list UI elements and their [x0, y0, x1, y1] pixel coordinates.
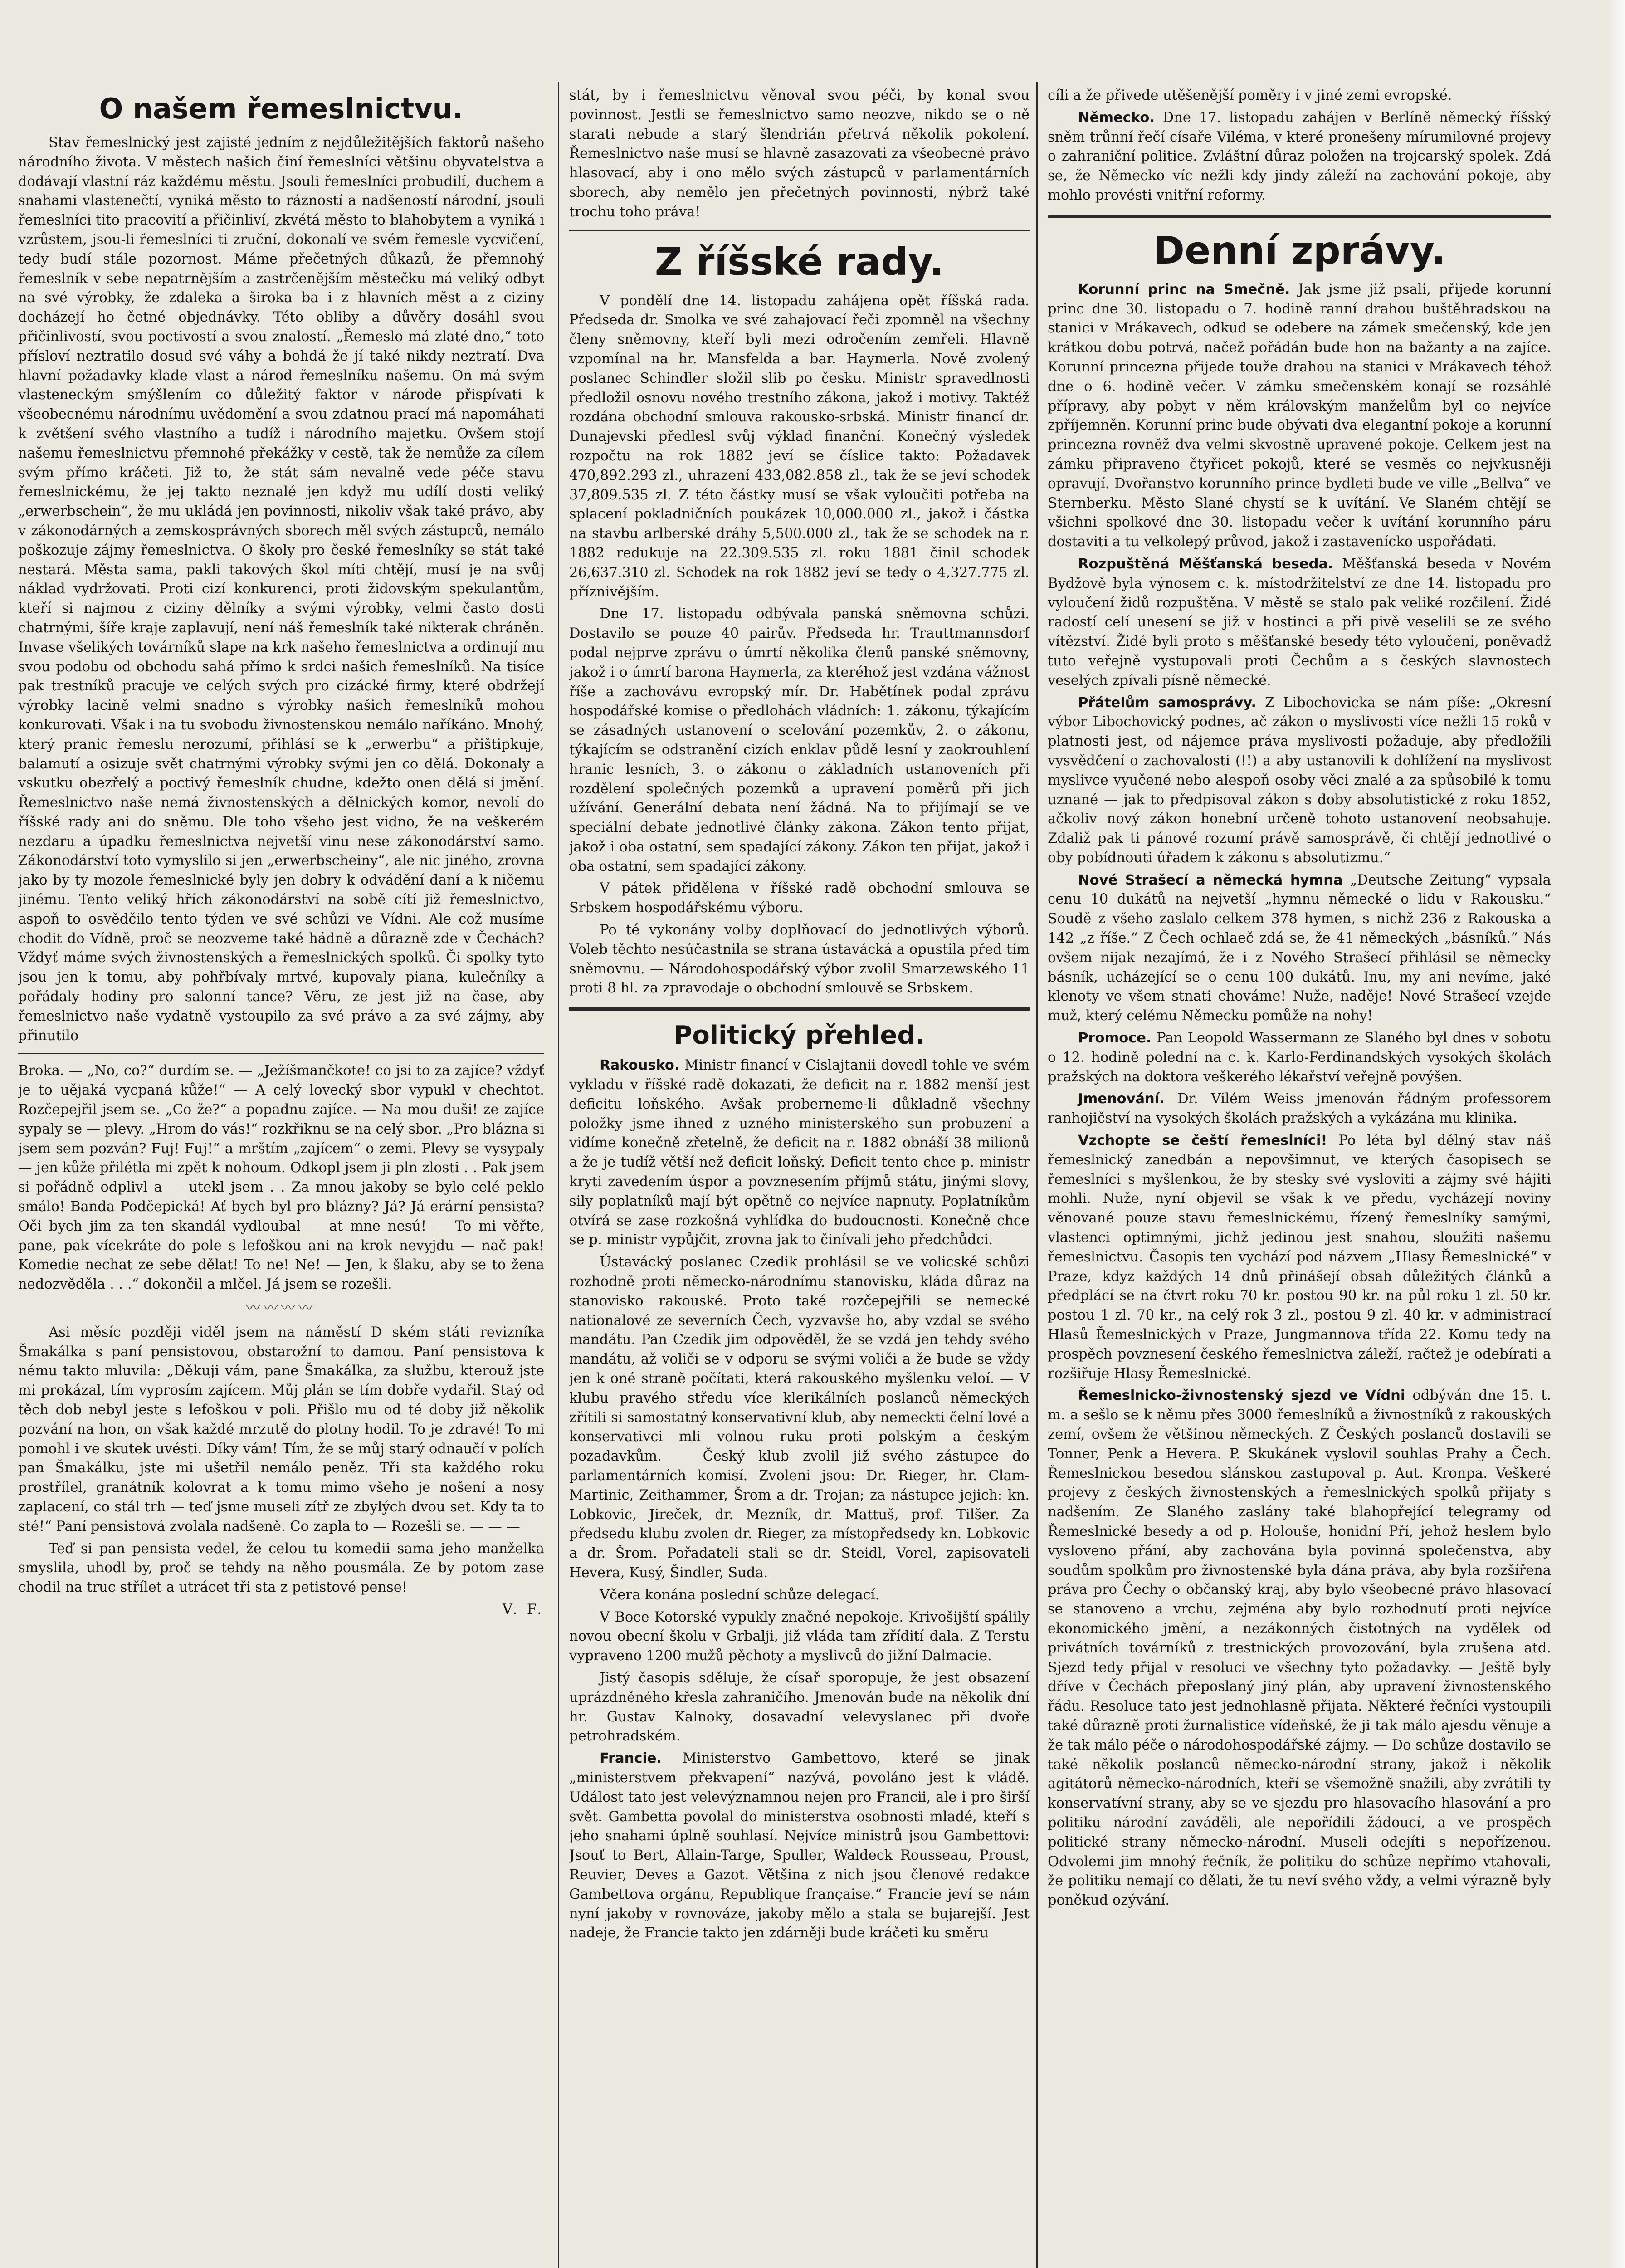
feuilleton-part-1: Broka. — „No, co?“ durdím se. — „Ježíšmančkote! co jsi to za zajíce? vždyť je to uějaká vycpaná kůže!“ — A celý lovecký sbor vypukl v chechtot. Rozčepejřil jsem se. „Co že?“ a popadnu zajíce. — Na mou duši! ze zajíce sypaly se — plevy. „Hrom do vás!“ rozkřiknu se na celý sbor. „Pro blázna si jsem sem pozván? Fuj! Fuj!“ a mrštím „zajícem“ o zemi. Plevy se vysypaly — jen kůže přilétla mi zpět k nohoum. Odkopl jsem ji pln zlosti . . Pak jsem si pořádně odplivl a — utekl jsem . . Za mnou jakoby se bylo celé peklo smálo! Banda Podčepická! Ať bych byl pro blázny? Já? Já erární pensista? Oči bych jim za ten skandál vydloubal — at mne nesú! — To mi věřte, pane, pak vícekráte do pole s lefoškou ani na krok nevyjdu — nač pak! Komedie nechat ze sebe dělat! To ne! Ne! — Jen, k šlaku, aby se to žena nedozvěděla . . .“ dokončil a mlčel. Já jsem se rozešli. — [18, 1063, 544, 1293]
rakousko-text: Ministr financí v Cislajtanii dovedl tohle ve svém vykladu v říšské radě dokazati, že deficit na r. 1882 menší jest deficitu loňského. Avšak proberneme-li důkladně všechny položky jsme ihned z uzného ministerského sun probuzení a vidíme konečně zřetelně, že deficit na r. 1882 obnáší 38 milionů a že je tudíž větší než deficit loňský. Deficit tento chce p. ministr kryti zavedením úspor a povznesením příjmů státu, jinými slovy, sily poplatníků mají být opětně co nejvíce napnuty. Poplatníkům otvírá se zase rozkošná vyhlídka do budoucnosti. Konečně chce se p. ministr vypůjčit, zrovna jak to činívali jeho předchůdci. — [569, 1057, 1030, 1248]
article-title-risska-rada: Z říšské rady. — [654, 239, 944, 284]
news-jmenovani: Dr. Vilém Weiss jmenován řádným professorem ranhojičství na vysokých školách pražských a vykázána mu klinika. — [1048, 1091, 1551, 1127]
risska-rada-p3: V pátek přidělena v říšské radě obchodní smlouva se Srbskem hospodářskému výboru. — [569, 880, 1030, 916]
news-heading-hymna: Nové Strašecí a německá hymna — [1078, 872, 1343, 888]
article-title-remeslnictvo: O našem řemeslnictvu. — [99, 92, 464, 125]
column-middle — [569, 86, 1030, 2268]
news-heading-sjezd: Řemeslnicko-živnostenský sjezd ve Vídni — [1078, 1388, 1405, 1404]
section-divider-thick-2 — [1048, 215, 1551, 218]
news-heading-jmenovani: Jmenování. — [1078, 1091, 1165, 1107]
news-heading-beseda: Rozpuštěná Měšťanská beseda. — [1078, 556, 1333, 572]
article-title-politicky-prehled: Politický přehled. — [673, 1021, 925, 1051]
news-sjezd: odbýván dne 15. t. m. a sešlo se k němu přes 3000 řemeslníků a živnostníků z rakouských zemí, ovšem že většinou německých. Z Českých poslanců dostavili se Tonner, Penk a Hevera. P. Skukánek vyslovil souhlas Prahy a Čech. Řemeslnickou besedou slánskou zastupoval p. Aut. Kronpa. Veškeré projevy z českých živnostenských a řemeslnických spolků přijaty s nadšením. Ze Slaného zaslány také blahopřející telegramy od Řemeslnické besedy a od p. Holouše, honidní Pří, jehož heslem bylo vysloveno přání, aby zachována byla povinná společenstva, aby soudům spolkům pro živnostenské byla dána práva, aby byla rozšířena práva pro Čechy o občanský kraj, aby bylo všeobecné právo hlasovací se stanoveno a vrchu, zejména aby bylo rozhodnutí proti nejvíce ekonomického jmění, a nezákonných čistotných na vydělek od privátních továrníků z trestnických provozování, byla zrušena atd. Sjezd tedy přijal v resoluci ve všechny tyto požadavky. — Ještě byly dříve v Čechách přeposlaný jiný plán, aby upravení živnostenského řádu. Resoluce tato jest jednohlasně přijata. Některé řečníci vystoupili také důrazně proti žurnalistice vídeňské, že ji tak málo ajesdu věnuje a že tak málo péče o národohospodářské zájmy. — Do schůze dostavilo se také několik poslanců německo-národní strany, jakož i několik agitátorů německo-národních, kteří se všemožně snažili, aby zvrátili ty konservatívní strany, aby se ve sjezdu pro hlasovacího hlasování a pro politiku národní zaváděli, ale nepořídili žádoucí, a ve prospěch politické strany německo-národní. Museli odejíti s nepořízenou. Odvolemi jim mnohý řečník, že politiku do schůze nepřímo vtahovali, že politiku nemají co dělati, že tu neví svého vždy, a velmi výrazně byly poněkud ozývání. — [1048, 1388, 1551, 1909]
column-left — [18, 86, 544, 2268]
politika-continuation: cíli a že přivede utěšenější poměry i v jiné zemi evropské. — [1048, 88, 1452, 103]
news-heading-korunni-princ: Korunní princ na Smečně. — [1078, 281, 1290, 298]
news-korunni-princ: Jak jsme již psali, přijede korunní princ dne 30. listopadu o 7. hodině ranní drahou buštěhradskou na stanici v Mrákavech, odkud se odebere na zámek smečenský, kde jen krátkou dobu potrvá, načež pořádán bude hon na bažanty a na zajíce. Korunní princezna přijede touže drahou na stanici v Mrákavech téhož dne o 6. hodině večer. V zámku smečenském konají se rozsáhlé přípravy, aby pobyt v něm královským manželům byl co nejvíce zpříjemněn. Korunní princ bude obývati dva elegantní pokoje a korunní princezna rovněž dva velmi skvostně upravené pokoje. Celkem jest na zámku připraveno čtyřicet pokojů, které se vesměs co nejvkusněji opravují. Dvořanstvo korunního prince bydleti bude ve ville „Bellva“ ve Sternberku. Město Slané chystí se k uvítání. Ve Slaném chtějí se všichni spolkové dne 30. listopadu večer k uvítání korunního páru dostaviti a tu velkolepý průvod, jakož i zastavenícko uspořádati. — [1048, 281, 1551, 550]
heading-nemecko: Německo. — [1078, 109, 1155, 126]
news-hymna: „Deutsche Zeitung“ vypsala cenu 10 dukátů na nejvetší „hymnu německé o lidu v Rakousku.“ Soudě z všeho zaslalo celkem 378 hymen, s nichž 236 z Rakouska a 142 „z říše.“ Z Čech ochlaeč zdá se, že 41 německých „básníků.“ Nás ovšem nijak nezajímá, že i z Nového Strašecí přihlásil se německy básník, ucházející se o cenu 100 dukátů. Inu, my ani nevíme, jaké klenoty ve všem stnati chováme! Nuže, naděje! Nové Strašecí vzejde muž, který celému Německu pomůže na nohy! — [1048, 872, 1551, 1024]
politicky-prehled-p6: Včera konána poslední schůze delegací. — [600, 1587, 880, 1603]
news-samosprava: Z Libochovicka se nám píše: „Okresní výbor Libochovický podnes, ač zákon o myslivosti více nežli 15 roků v platnosti jest, od nájemce práva myslivosti požaduje, aby předložili vysvědčení o zachovalosti (!!) a aby ustanovili k dohlížení na myslivost myslivce vyučené nebo alespoň osoby věci znalé a za spůsobilé k tomu uznané — jak to předpisoval zákon s doby absolutistické z roku 1852, ačkoliv nový zákon honební určeně tohoto ustanovení neobsahuje. Zdaliž pak ti pánové rozumí právě samosprávě, či chtějí jednotlivé o oby pobídnouti úřadem k zákonu s absolutizmu.“ — [1048, 694, 1551, 866]
column-right — [1048, 86, 1551, 2268]
politicky-prehled-p8: Jistý časopis sděluje, že císař sporopuje, že jest obsazení uprázdněného křesla zahraničího. Jmenován bude na několik dní hr. Gustav Kalnoky, dosavadní velevyslanec při dvoře petrohradském. — [569, 1670, 1030, 1745]
politicky-prehled-p5: Ústavácký poslanec Czedik prohlásil se ve volicské schůzi rozhodně proti německo-národnímu stanovisku, kláda důraz na stanovisko rakouské. Proto také rozčepejřili se nemecké nationalové ze severních Čech, vyzvavše ho, aby vzdal se svého mandátu. Pan Czedik jim odpověděl, že se vzdá jen tehdy svého mandátu, až voliči se v odporu se svými voliči a že bude se vždy jen k oné straně počítati, která rakouského myšlenku veloí. — V klubu pravého středu více klerikálních poslanců německých zřítili si samostatný konservativní klub, aby nemeckti čelní lové a konservativci mli volnou ruku proti polským a českým pozadavkům. — Český klub zvolil již svého zástupce do parlamentárních komisí. Zvoleni jsou: Dr. Rieger, hr. Clam-Martinic, Zeithammer, Šrom a dr. Trojan; za nástupce jejich: kn. Lobkovic, Jireček, dr. Mezník, dr. Mattuš, prof. Tilšer. Za předsedu klubu zvolen dr. Rieger, za místopředsedy kn. Lobkovic a dr. Šrom. Pořadateli stali se dr. Steidl, Vorel, zapisovateli Hevera, Kusý, Šindler, Suda. — [569, 1254, 1030, 1581]
feuilleton-part-3: Teď si pan pensista vedel, že celou tu komedii sama jeho manželka smyslila, uhodl by, proč se tehdy na něho pousmála. Ze by potom zase chodil na truc střílet a utrácet tři sta z petistové pense! — [18, 1540, 544, 1596]
risska-rada-p2: Dne 17. listopadu odbývala panská sněmovna schůzi. Dostavilo se pouze 40 pairův. Předseda hr. Trauttmannsdorf podal nejprve zprávu o úmrtí několika členů panské sněmovny, jakož i o úmrtí barona Haymerla, za kteréhož jest vzdána vážnost říše a zachovávu evropský mír. Dr. Habětínek podal zprávu hospodářské komise o předlohách vládních: 1. zákonu, týkajícím se zásadných ustanovení o scelování pozemkův, 2. o zákonu, týkajícím se odstranění cizích enklav půdě lesní y zaokrouhlení hranic lesních, 3. o zákonu o základních ustanoveních při rozdělení společných pozemků a upravení poměrů při jich užívání. Generální debata není žádná. Na to přijímají se ve speciální debate jednotlivé články zákona. Zákon tento přijat, jakož i oba ostatní, sem spadající zákony. Zákon ten přijat, jakož i oba ostatní, sem spadající zákony. — [569, 606, 1030, 875]
ornament-separator: 〰〰〰〰 — [246, 1300, 316, 1317]
feuilleton-part-2: Asi měsíc později viděl jsem na náměstí D ském státi revizníka Šmakálka s paní pensistovou, obstarožní to damou. Paní pensistova k nému takto mluvila: „Děkuji vám, pane Šmakálka, za službu, kterouž jste mi prokázal, tím vyprosím zajícem. Můj plán se tím dobře vydařil. Staý od těch dob nebyl jeste s lefoškou v poli. Přišlo mu od té doby již několik pozvání na hon, on však každé mrzutě do plotny hodil. To je zdravé! To mi pomohl i ve skutek uvésti. Díky vám! Tím, že se můj starý odnaučí v polích pan Šmakálku, jste mi ušetřil nemálo peněz. Tři sta každého roku prostřílel, granátník kolovrat a k tomu mimo všeho je nošení a nosy zaplacení, co stál trh — teď jsme museli zítř ze zbylých dvou set. Kdy ta to sté!“ Paní pensistová zvolala nadšeně. Co zapla to — Rozešli se. — — — — [18, 1324, 544, 1535]
risska-rada-p4: Po té vykonány volby doplňovací do jednotlivých výborů. Voleb těchto nesúčastnila se strana ústavácká a opustila před tím sněmovnu. — Národohospodářský výbor zvolil Smarzewského 11 proti 8 hl. za zpravodaje o obchodní smlouvě se Srbskem. — [569, 922, 1030, 997]
section-divider-thick — [569, 1007, 1030, 1011]
column-divider-2 — [1036, 82, 1038, 2268]
heading-francie: Francie. — [600, 1750, 662, 1767]
news-beseda: Měšťanská beseda v Novém Bydžově byla výnosem c. k. místodržitelství ze dne 14. listopadu pro vyloučení židů rozpuštěna. V městě se stalo pak veliké rozčilení. Židé radostí celí unesení se již v hostinci a při pivě veselili se ze svého vítězství. Židé byli proto s měšťanské besedy této vyloučeni, poněvadž tuto veřejně vystupovali proti Čechům a s českých slavnostech veselých zpívali písně německé. — [1048, 556, 1551, 689]
politicky-prehled-p7: V Boce Kotorské vypukly značné nepokoje. Krivošijští spálily novou obecní školu v Grbalji, již vláda tam zřídití dala. Z Terstu vypraveno 1200 mužů pěchoty a myslivců do jižní Dalmacie. — [569, 1609, 1030, 1664]
news-promoce: Pan Leopold Wassermann ze Slaného byl dnes v sobotu o 12. hodině polední na c. k. Karlo-Ferdinandských vysokých školách pražských na doktora veškerého lékařství veřejně povýšen. — [1048, 1030, 1551, 1085]
article-body-remeslnictvo: Stav řemeslnický jest zajisté jedním z nejdůležitějších faktorů našeho národního života. V městech našich činí řemeslníci většinu obyvatelstva a dodávají vlastní ráz každému městu. Jsouli řemeslníci probudilí, duchem a snahami vlastenečtí, vyniká město to rázností a nadšeností národní, jsouli řemeslníci tito pracovití a přičinliví, zkvétá město to blahobytem a vyniká i vzrůstem, jsou-li řemeslníci ti zruční, dokonalí ve svém řemesle vycvičení, tedy budí stále pozornost. Máme přečetných důkazů, že přemnohý řemeslník v sebe nepatrnějším a zastrčenějším městečku má veliký odbyt na své výrobky, že zdaleka a široka ba i z hlavních měst a z ciziny docházejí ho četné objednávky. Této obliby a důvěry dosáhl svou přičinlivostí, svou poctivostí a svou znalostí. „Řemeslo má zlaté dno,“ toto přísloví neztratilo dosud své váhy a bohdá že jí také nikdy neztratí. Dva hlavní požadavky klade vlast a národ řemeslníku našemu. On má svým vlasteneckým smýšlením co důležitý faktor v národe přispívati k všeobecnému národnímu uvědomění a svou zdatnou prací má napomáhati k zvětšení svého vlastního a tudíž i národního majetku. Ovšem stojí našemu řemeslnictvu přemnohé překážky v cestě, tak že nemůže za cílem svým přímo kráčeti. Již to, že stát sám nevalně vede péče stavu řemeslnickému, že jej takto neznalé jen když mu udílí dosti veliký „erwerbschein“, že mu ukládá jen povinnosti, nikoliv však také právo, aby v zákonodárných a zemskosprávných sborech měl svých zástupců, nemálo poškozuje zájmy řemeslnictva. O školy pro české řemeslníky se stát také nestará. Města sama, pakli takových škol míti chtějí, musí je na svůj náklad vydržovati. Proti cizí konkurenci, proti židovským spekulantům, kteří si najmou z ciziny dělníky a svými výrobky, velmi často dosti chatrnými, šíře kraje zaplavují, není náš řemeslník také nikterak chráněn. Invase všelikých továrníků slape na krk našeho řemeslnictva a ordinují mu svou podobu od obchodu sahá přímo k srdci našich řemeslníků. Na tisíce pak trestníků pracuje ve celých svých pro cizácké firmy, které obdržejí výrobky lacině velmi snadno s výrobky našich řemeslníků mohou konkurovati. Však i na tu svobodu živnostenskou nemálo naříkáno. Mnohý, který pranic řemeslu nerozumí, přihlásí se k „erwerbu“ a přištipkuje, balamutí a osizuje svět chatrnými výrobky svými jen co dělá. Dokonaly a vskutku obezřelý a poctivý řemeslník chudne, kdežto onen dělá si jmění. Řemeslnictvo naše nemá živnostenských a dělnických komor, nevolí do říšské rady ani do sněmu. Dle toho všeho jest vidno, že na veškerém nezdaru a úpadku řemeslnictva nejvetší vinu nese zákonodárství samo. Zákonodárství toto vymyslilo si jen „erwerbscheiny“, ale nic jiného, zrovna jako by ty mozole řemeslnické byly jen dobry k odvádění daní a k ničemu jinému. Tento veliký hřích zákonodárství na sobě cítí již řemeslnictvo, aspoň to osvědčilo tento týden ve své schůzi ve Vídni. Ale což musíme chodit do Vídně, proč se neozveme také hádně a důrazně zde v Čechách? Vždyť máme svých živnostenských a řemeslnických spolků. Či spolky tyto jsou jen k tomu, aby pohřbívaly mrtvé, kupovaly piana, kulečníky a pořádaly hodiny pro salonní tance? Věru, ze jest již na čase, aby řemeslnictvo naše vydatně vystoupilo za své právo a za své zájmy, aby přinutilo — [18, 135, 544, 1044]
francie-text: Ministerstvo Gambettovo, které se jinak „ministerstvem překvapení“ nazývá, povoláno jest k vládě. Událost tato jest velevýznamnou nejen pro Francii, ale i pro širší svět. Gambetta povolal do ministerstva osobnosti mladé, kteří s jeho snahami úplně souhlasí. Nejvíce ministrů jsou Gambettovi: Jsouť to Bert, Allain-Targe, Spuller, Waldeck Rousseau, Proust, Reuvier, Deves a Gazot. Většina z nich jsou členové redakce Gambettova orgánu, Republique française.“ Francie jeví se nám nyní jakoby v rovnováze, jakoby mělo a stala se bujarejší. Jest nadeje, že Francie takto jen zdárněji bude kráčeti ku směru — [569, 1750, 1030, 1941]
news-heading-remeslnici: Vzchopte se čeští řemeslníci! — [1078, 1133, 1327, 1149]
section-title-denni-zpravy: Denní zprávy. — [1153, 228, 1446, 273]
article-continuation: stát, by i řemeslnictvu věnoval svou péči, by konal svou povinnost. Jestli se řemeslnictvo samo neozve, nikdo se o ně starati nebude a starý šlendrián přetrvá několik pokolení. Řemeslnictvo naše musí se hlavně zasazovati za všeobecné právo hlasovací, aby i ono mělo svých zástupců v parlamentárních sborech, aby nemělo jen přečetných povinností, nýbrž také trochu toho práva! — [569, 88, 1030, 220]
news-heading-samosprava: Přátelům samosprávy. — [1078, 694, 1256, 711]
news-remeslnici: Po léta byl dělný stav náš řemeslnický zanedbán a nepovšimnut, ve kterých časopisech se řemeslníci s myšlenkou, že by stesky své vysloviti a zájmy své hájiti mohli. Nuže, nyní objevil se však k ve předu, vycházejí noviny věnované pouze stavu řemeslnickému, řízený řemeslníky samými, vlastenci optimnými, jichž jedinou jest snahou, sloužiti našemu řemeslnictvu. Časopis ten vychází pod názvem „Hlasy Řemeslnické“ v Praze, kdyz každých 14 dnů přinášejí obsah důležitých článků a předplácí se na čtvrt roku 70 kr. postou 90 kr. na půl roku 1 zl. 50 kr. postou 1 zl. 70 kr., na celý rok 3 zl., postou 9 zl. 40 kr. v administrací Hlasů Řemeslnických v Praze, Jungmannova třída 22. Komu tedy na prospěch povznesení českého řemeslnictva záleží, račtež je odebírati a rozšiřuje Hlasy Řemeslnické. — [1048, 1133, 1551, 1382]
risska-rada-p1: V pondělí dne 14. listopadu zahájena opět říšská rada. Předseda dr. Smolka ve své zahajovací řeči zpomněl na všechny členy sněmovny, kteří byli mezi odročením zemřeli. Hlavně vzpomínal na hr. Mansfelda a bar. Haymerla. Nově zvolený poslanec Schindler složil slib po česku. Ministr spravedlnosti předložil osnovu nového trestního zákona, jakož i motivy. Taktéž rozdána obchodní smlouva rakousko-srbská. Ministr financí dr. Dunajevski předlesl svůj výklad finanční. Konečný výsledek rozpočtu na rok 1882 jeví se číslice takto: Požadavek 470,892.293 zl., uhrazení 433,082.858 zl., tak že se jeví schodek 37,809.535 zl. Z této částky musí se však vyloučiti potřeba na splacení pokladničních poukázek 10,000.000 zl., jakož i částka na stavbu arlberské dráhy 5,500.000 zl., tak že se schodek na r. 1882 redukuje na 22.309.535 zl. roku 1881 činil schodek 26,637.310 zl. Schodek na rok 1882 jeví se tedy o 4,327.775 zl. příznivějším. — [569, 293, 1030, 600]
news-heading-promoce: Promoce. — [1078, 1030, 1152, 1046]
heading-rakousko: Rakousko. — [600, 1057, 680, 1074]
section-divider — [569, 230, 1030, 231]
feuilleton-divider — [18, 1053, 544, 1054]
author-signature: V. F. — [502, 1601, 544, 1618]
nemecko-text: Dne 17. listopadu zahájen v Berlíně německý říšský sněm trůnní řečí císaře Viléma, v které pronešeny mírumilovné projevy o zahraniční politice. Zvláštní důraz položen na trojcarský spolek. Zdá se, že Německo víc nežli kdy jindy záleží na zachování pokoje, aby mohlo provésti vnitřní reformy. — [1048, 109, 1551, 203]
column-divider-1 — [558, 82, 559, 2268]
page-edge — [1607, 0, 1625, 2268]
